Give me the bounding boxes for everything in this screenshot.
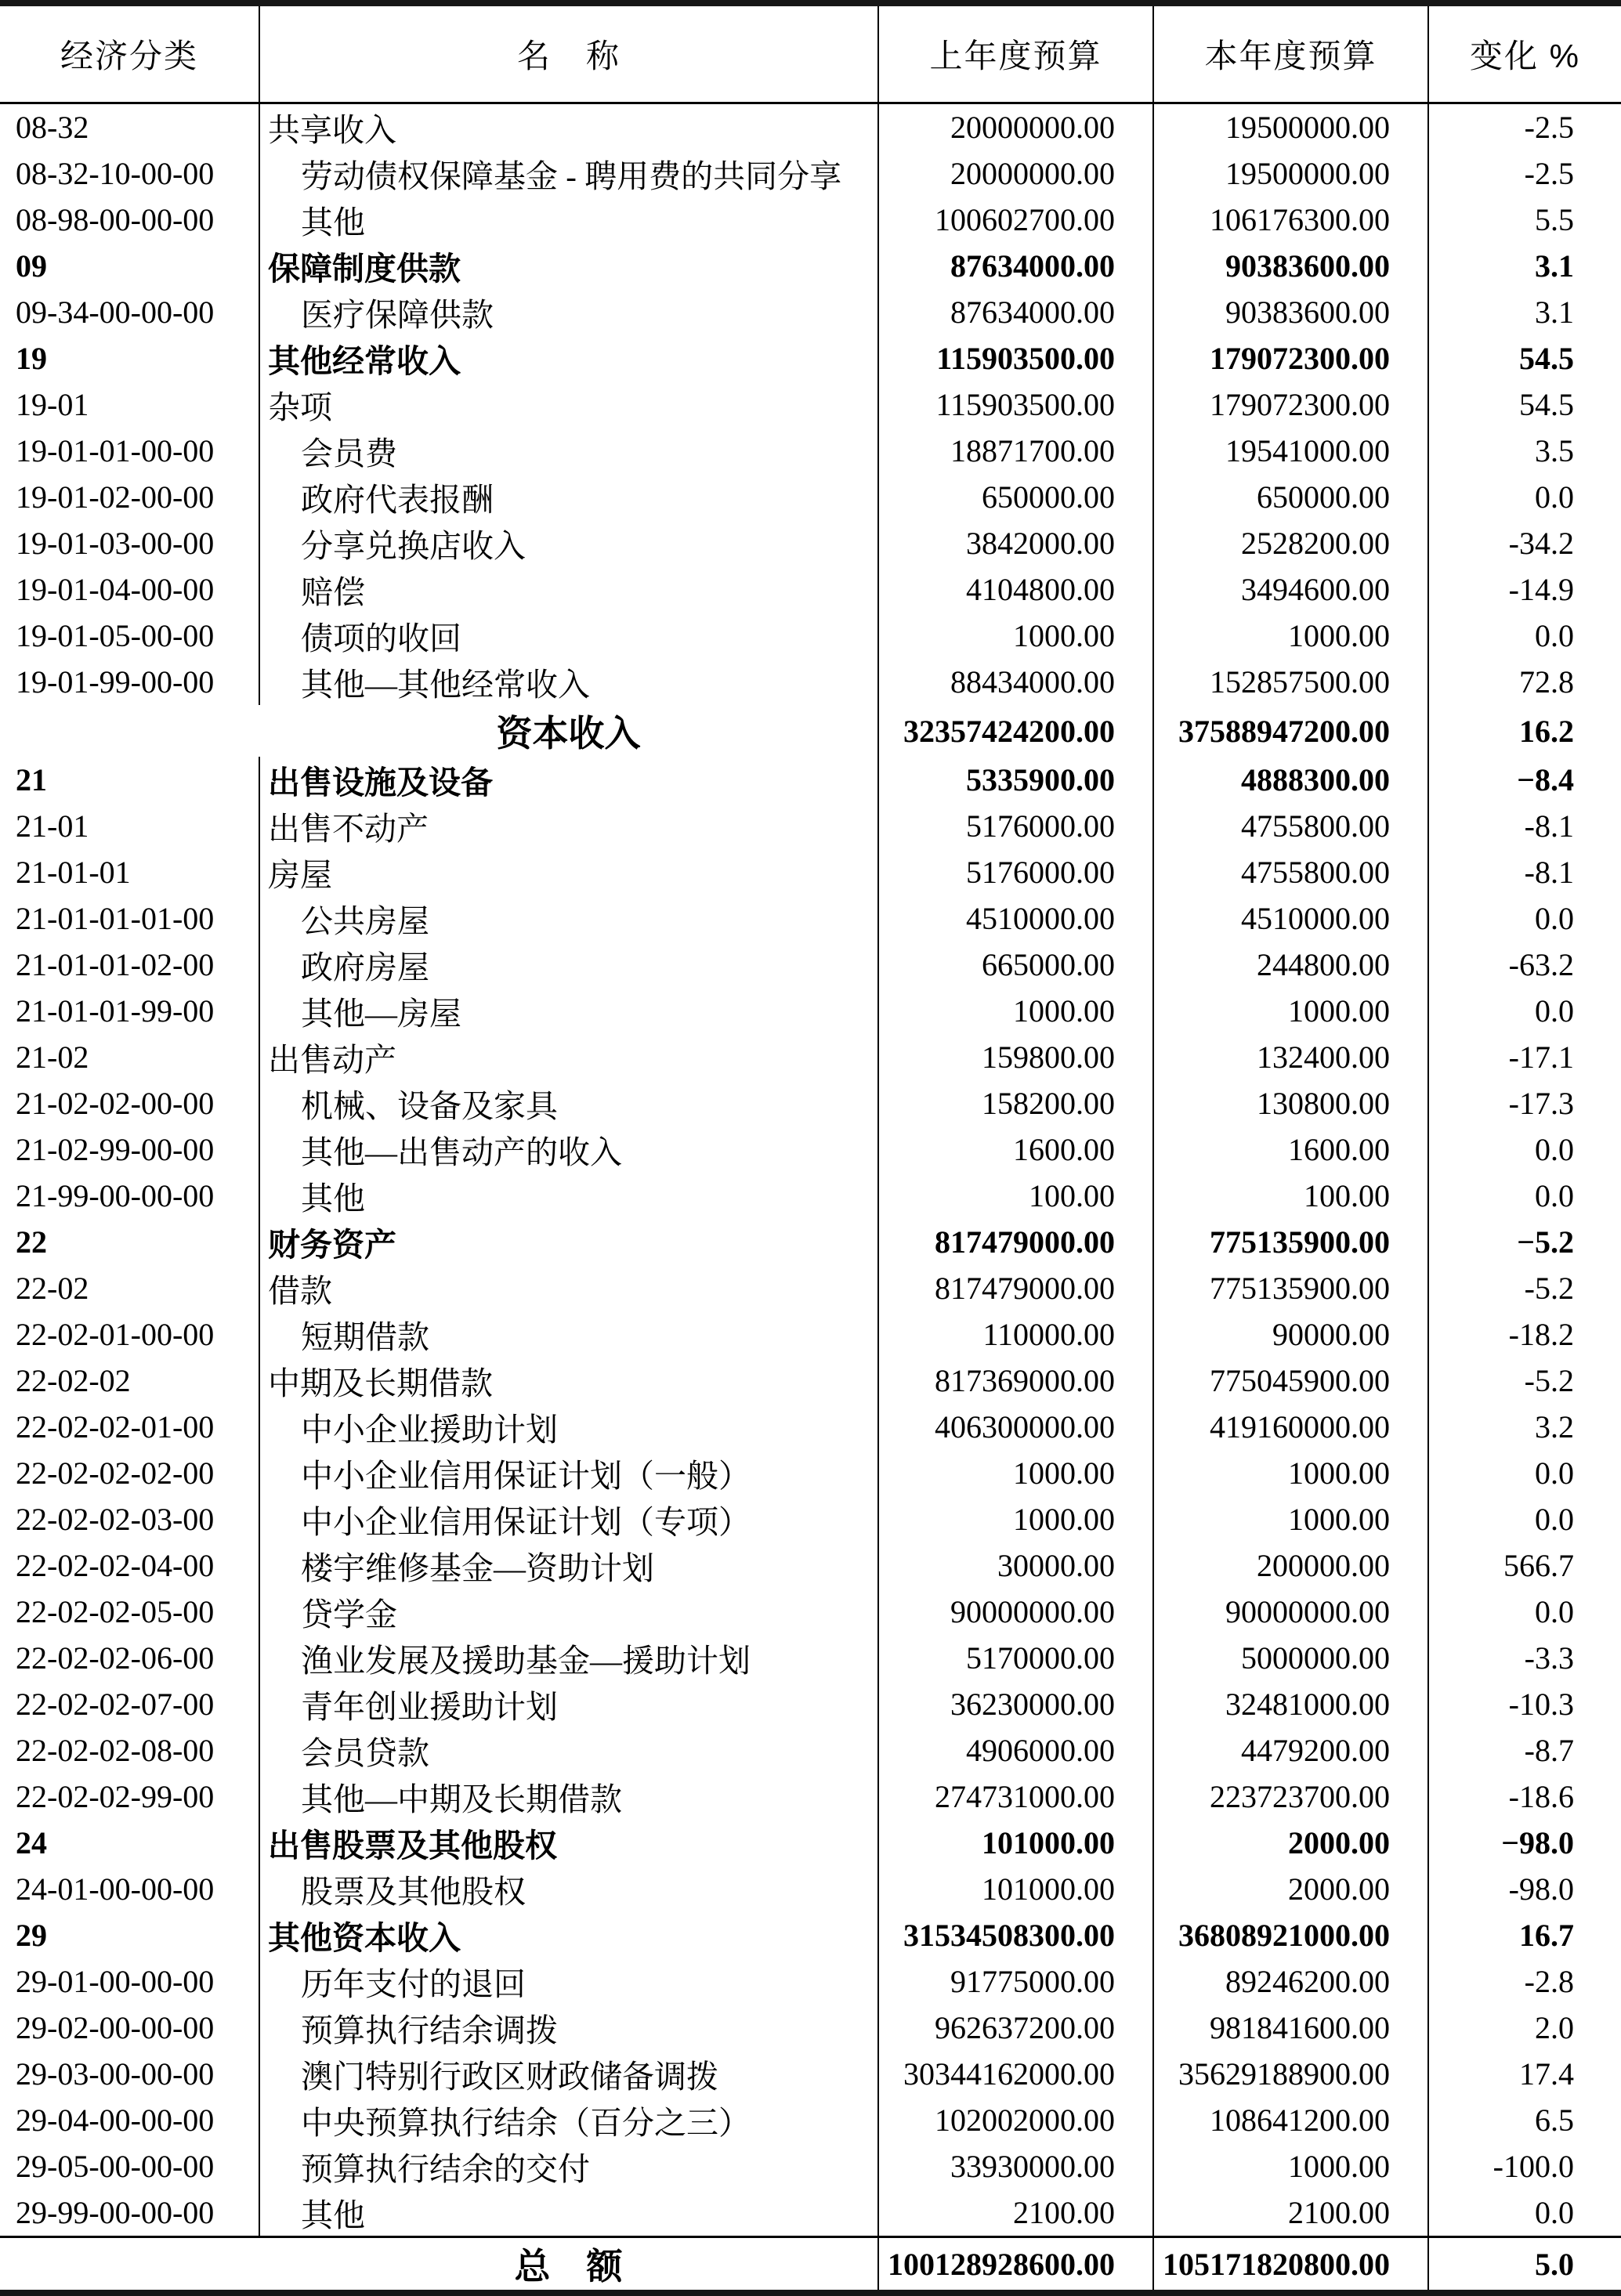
economic-code-cell: 19 — [0, 335, 259, 381]
change-cell: 3.2 — [1535, 1409, 1574, 1444]
change-cell: 0.0 — [1535, 1594, 1574, 1629]
prev-budget-cell: 158200.00 — [878, 1080, 1153, 1126]
name-cell: 其他 — [259, 2189, 878, 2237]
table-row — [0, 895, 1621, 942]
table-row — [0, 1542, 1621, 1589]
curr-budget-cell: 90383600.00 — [1153, 289, 1428, 335]
name-cell: 楼宇维修基金—资助计划 — [259, 1542, 878, 1589]
economic-code-cell: 29-02-00-00-00 — [0, 2005, 259, 2051]
change-cell: -98.0 — [1508, 1871, 1574, 1907]
economic-code-cell: 22-02-02-02-00 — [0, 1450, 259, 1496]
name-cell: 借款 — [259, 1265, 878, 1311]
prev-budget-cell: 1000.00 — [878, 613, 1153, 659]
prev-budget-cell: 817479000.00 — [878, 1265, 1153, 1311]
name-cell: 房屋 — [259, 849, 878, 895]
economic-code-cell: 19-01-02-00-00 — [0, 474, 259, 520]
prev-budget-cell: 36230000.00 — [878, 1681, 1153, 1727]
economic-code-cell: 19-01-99-00-00 — [0, 659, 259, 705]
change-cell: -17.3 — [1508, 1086, 1574, 1121]
prev-budget-cell: 4510000.00 — [878, 895, 1153, 942]
table-row — [0, 2189, 1621, 2237]
table-row — [0, 803, 1621, 849]
change-cell: 16.2 — [1519, 713, 1574, 749]
change-cell: -2.5 — [1524, 156, 1574, 191]
name-cell: 贷学金 — [259, 1589, 878, 1635]
name-cell: 澳门特别行政区财政储备调拨 — [259, 2051, 878, 2097]
economic-code-cell: 09-34-00-00-00 — [0, 289, 259, 335]
table-row — [0, 1820, 1621, 1866]
change-cell: -2.5 — [1524, 110, 1574, 145]
curr-budget-cell: 100.00 — [1153, 1173, 1428, 1219]
prev-budget-cell: 962637200.00 — [878, 2005, 1153, 2051]
economic-code-cell: 24-01-00-00-00 — [0, 1866, 259, 1912]
table-row — [0, 1589, 1621, 1635]
prev-budget-cell: 5335900.00 — [878, 757, 1153, 803]
curr-budget-cell: 106176300.00 — [1153, 197, 1428, 243]
table-row — [0, 1173, 1621, 1219]
name-cell: 中小企业信用保证计划（一般） — [259, 1450, 878, 1496]
prev-budget-cell: 33930000.00 — [878, 2143, 1153, 2189]
prev-budget-cell: 20000000.00 — [878, 103, 1153, 151]
table-body — [0, 103, 1621, 2294]
change-cell: 72.8 — [1519, 664, 1574, 700]
table-row — [0, 1080, 1621, 1126]
table-row — [0, 1496, 1621, 1542]
name-cell: 其他 — [259, 1173, 878, 1219]
table-row — [0, 1404, 1621, 1450]
name-cell: 其他经常收入 — [259, 335, 878, 381]
change-cell: 54.5 — [1519, 341, 1574, 376]
table-row — [0, 2005, 1621, 2051]
curr-budget-cell: 19541000.00 — [1153, 428, 1428, 474]
change-cell: -100.0 — [1493, 2149, 1574, 2184]
table-row — [0, 757, 1621, 803]
economic-code-cell: 22-02-02-01-00 — [0, 1404, 259, 1450]
economic-code-cell: 29-03-00-00-00 — [0, 2051, 259, 2097]
table-row — [0, 381, 1621, 428]
table-row — [0, 1635, 1621, 1681]
change-cell: -14.9 — [1508, 572, 1574, 607]
name-cell: 青年创业援助计划 — [259, 1681, 878, 1727]
prev-budget-cell: 101000.00 — [878, 1866, 1153, 1912]
total-row — [0, 2237, 1621, 2294]
prev-budget-cell: 4104800.00 — [878, 566, 1153, 613]
name-cell: 短期借款 — [259, 1311, 878, 1358]
curr-budget-cell: 1000.00 — [1153, 613, 1428, 659]
col-header-change-percent: 变化 % — [1428, 3, 1621, 103]
curr-budget-cell: 108641200.00 — [1153, 2097, 1428, 2143]
economic-code-cell: 24 — [0, 1820, 259, 1866]
curr-budget-cell: 2000.00 — [1153, 1820, 1428, 1866]
table-row — [0, 659, 1621, 705]
economic-code-cell: 22-02-02-04-00 — [0, 1542, 259, 1589]
prev-budget-cell: 406300000.00 — [878, 1404, 1153, 1450]
curr-budget-cell: 1000.00 — [1153, 988, 1428, 1034]
change-cell: -5.2 — [1524, 1271, 1574, 1306]
economic-code-cell: 29-05-00-00-00 — [0, 2143, 259, 2189]
name-cell: 其他—出售动产的收入 — [259, 1126, 878, 1173]
prev-budget-cell: 30344162000.00 — [878, 2051, 1153, 2097]
curr-budget-cell: 35629188900.00 — [1153, 2051, 1428, 2097]
change-cell: 5.5 — [1535, 202, 1574, 237]
col-header-prev-year-budget: 上年度预算 — [878, 3, 1153, 103]
name-cell: 中央预算执行结余（百分之三） — [259, 2097, 878, 2143]
change-cell: -8.1 — [1524, 855, 1574, 890]
table-row — [0, 1311, 1621, 1358]
prev-budget-cell: 87634000.00 — [878, 289, 1153, 335]
change-cell: 3.1 — [1535, 295, 1574, 330]
change-cell: -8.1 — [1524, 808, 1574, 844]
prev-budget-cell: 110000.00 — [878, 1311, 1153, 1358]
prev-budget-cell: 32357424200.00 — [878, 705, 1153, 757]
table-row — [0, 520, 1621, 566]
table-row — [0, 2097, 1621, 2143]
prev-budget-cell: 20000000.00 — [878, 150, 1153, 197]
change-cell: 0.0 — [1535, 1178, 1574, 1213]
curr-budget-cell: 981841600.00 — [1153, 2005, 1428, 2051]
change-cell: 0.0 — [1535, 1132, 1574, 1167]
name-cell: 渔业发展及援助基金—援助计划 — [259, 1635, 878, 1681]
change-cell: 0.0 — [1535, 618, 1574, 653]
prev-budget-cell: 30000.00 — [878, 1542, 1153, 1589]
curr-budget-cell: 2528200.00 — [1153, 520, 1428, 566]
prev-budget-cell: 91775000.00 — [878, 1958, 1153, 2005]
name-cell: 其他—房屋 — [259, 988, 878, 1034]
economic-code-cell: 22-02-02-08-00 — [0, 1727, 259, 1774]
change-cell: 0.0 — [1535, 479, 1574, 515]
change-cell: 16.7 — [1519, 1918, 1574, 1953]
curr-budget-cell: 1000.00 — [1153, 1496, 1428, 1542]
curr-budget-cell: 89246200.00 — [1153, 1958, 1428, 2005]
name-cell: 出售动产 — [259, 1034, 878, 1080]
table-row — [0, 289, 1621, 335]
table-row — [0, 1866, 1621, 1912]
name-cell: 保障制度供款 — [259, 243, 878, 289]
table-row — [0, 197, 1621, 243]
change-cell: 54.5 — [1519, 387, 1574, 422]
prev-budget-cell: 650000.00 — [878, 474, 1153, 520]
prev-budget-cell: 31534508300.00 — [878, 1912, 1153, 1958]
prev-budget-cell: 4906000.00 — [878, 1727, 1153, 1774]
economic-code-cell: 08-32-10-00-00 — [0, 150, 259, 197]
curr-budget-cell: 1000.00 — [1153, 1450, 1428, 1496]
economic-code-cell: 21-01-01 — [0, 849, 259, 895]
prev-budget-cell: 817369000.00 — [878, 1358, 1153, 1404]
table-row — [0, 849, 1621, 895]
curr-budget-cell: 105171820800.00 — [1153, 2237, 1428, 2294]
change-cell: 0.0 — [1535, 1502, 1574, 1537]
change-cell: 0.0 — [1535, 901, 1574, 936]
prev-budget-cell: 274731000.00 — [878, 1774, 1153, 1820]
name-cell: 政府房屋 — [259, 942, 878, 988]
change-cell: -17.1 — [1508, 1040, 1574, 1075]
prev-budget-cell: 1000.00 — [878, 1496, 1153, 1542]
table-row — [0, 474, 1621, 520]
economic-code-cell: 22-02-02-99-00 — [0, 1774, 259, 1820]
economic-code-cell: 21-99-00-00-00 — [0, 1173, 259, 1219]
change-cell: 6.5 — [1535, 2103, 1574, 2138]
economic-code-cell: 19-01 — [0, 381, 259, 428]
curr-budget-cell: 90000000.00 — [1153, 1589, 1428, 1635]
curr-budget-cell: 3494600.00 — [1153, 566, 1428, 613]
curr-budget-cell: 2000.00 — [1153, 1866, 1428, 1912]
prev-budget-cell: 102002000.00 — [878, 2097, 1153, 2143]
name-cell: 杂项 — [259, 381, 878, 428]
curr-budget-cell: 19500000.00 — [1153, 150, 1428, 197]
change-cell: 0.0 — [1535, 993, 1574, 1029]
change-cell: 0.0 — [1535, 2195, 1574, 2230]
prev-budget-cell: 90000000.00 — [878, 1589, 1153, 1635]
name-cell: 共享收入 — [259, 103, 878, 151]
change-cell: −5.2 — [1517, 1224, 1574, 1260]
table-row — [0, 335, 1621, 381]
change-cell: −8.4 — [1517, 762, 1574, 797]
curr-budget-cell: 5000000.00 — [1153, 1635, 1428, 1681]
curr-budget-cell: 36808921000.00 — [1153, 1912, 1428, 1958]
name-cell: 中小企业援助计划 — [259, 1404, 878, 1450]
prev-budget-cell: 115903500.00 — [878, 381, 1153, 428]
prev-budget-cell: 3842000.00 — [878, 520, 1153, 566]
name-cell: 劳动债权保障基金 - 聘用费的共同分享 — [259, 150, 878, 197]
economic-code-cell: 22-02-01-00-00 — [0, 1311, 259, 1358]
change-cell: -34.2 — [1508, 526, 1574, 561]
section-label-cell: 资本收入 — [0, 705, 878, 757]
curr-budget-cell: 132400.00 — [1153, 1034, 1428, 1080]
name-cell: 其他资本收入 — [259, 1912, 878, 1958]
economic-code-cell: 22-02-02-03-00 — [0, 1496, 259, 1542]
name-cell: 分享兑换店收入 — [259, 520, 878, 566]
economic-code-cell: 08-98-00-00-00 — [0, 197, 259, 243]
curr-budget-cell: 32481000.00 — [1153, 1681, 1428, 1727]
curr-budget-cell: 130800.00 — [1153, 1080, 1428, 1126]
curr-budget-cell: 419160000.00 — [1153, 1404, 1428, 1450]
change-cell: -18.6 — [1508, 1779, 1574, 1814]
economic-code-cell: 22-02 — [0, 1265, 259, 1311]
curr-budget-cell: 244800.00 — [1153, 942, 1428, 988]
table-row — [0, 1727, 1621, 1774]
curr-budget-cell: 179072300.00 — [1153, 381, 1428, 428]
economic-code-cell: 09 — [0, 243, 259, 289]
prev-budget-cell: 159800.00 — [878, 1034, 1153, 1080]
economic-code-cell: 21-01-01-99-00 — [0, 988, 259, 1034]
prev-budget-cell: 87634000.00 — [878, 243, 1153, 289]
table-row — [0, 150, 1621, 197]
curr-budget-cell: 4888300.00 — [1153, 757, 1428, 803]
economic-code-cell: 21-02 — [0, 1034, 259, 1080]
section-header-row — [0, 705, 1621, 757]
economic-code-cell: 29-99-00-00-00 — [0, 2189, 259, 2237]
name-cell: 机械、设备及家具 — [259, 1080, 878, 1126]
table-row — [0, 103, 1621, 151]
name-cell: 赔偿 — [259, 566, 878, 613]
curr-budget-cell: 152857500.00 — [1153, 659, 1428, 705]
curr-budget-cell: 90383600.00 — [1153, 243, 1428, 289]
name-cell: 其他—中期及长期借款 — [259, 1774, 878, 1820]
prev-budget-cell: 5176000.00 — [878, 849, 1153, 895]
economic-code-cell: 19-01-03-00-00 — [0, 520, 259, 566]
change-cell: 0.0 — [1535, 1455, 1574, 1491]
name-cell: 债项的收回 — [259, 613, 878, 659]
header-row — [0, 3, 1621, 103]
table-row — [0, 428, 1621, 474]
name-cell: 财务资产 — [259, 1219, 878, 1265]
name-cell: 出售设施及设备 — [259, 757, 878, 803]
table-row — [0, 2143, 1621, 2189]
name-cell: 股票及其他股权 — [259, 1866, 878, 1912]
table-row — [0, 942, 1621, 988]
prev-budget-cell: 5176000.00 — [878, 803, 1153, 849]
name-cell: 历年支付的退回 — [259, 1958, 878, 2005]
name-cell: 出售不动产 — [259, 803, 878, 849]
curr-budget-cell: 1600.00 — [1153, 1126, 1428, 1173]
name-cell: 预算执行结余调拨 — [259, 2005, 878, 2051]
curr-budget-cell: 223723700.00 — [1153, 1774, 1428, 1820]
table-row — [0, 613, 1621, 659]
prev-budget-cell: 115903500.00 — [878, 335, 1153, 381]
col-header-economic-classification: 经济分类 — [0, 3, 259, 103]
economic-code-cell: 22 — [0, 1219, 259, 1265]
prev-budget-cell: 101000.00 — [878, 1820, 1153, 1866]
prev-budget-cell: 665000.00 — [878, 942, 1153, 988]
economic-code-cell: 22-02-02-05-00 — [0, 1589, 259, 1635]
table-row — [0, 243, 1621, 289]
prev-budget-cell: 88434000.00 — [878, 659, 1153, 705]
table-row — [0, 1450, 1621, 1496]
prev-budget-cell: 1600.00 — [878, 1126, 1153, 1173]
table-row — [0, 1126, 1621, 1173]
table-row — [0, 1219, 1621, 1265]
change-cell: -8.7 — [1524, 1733, 1574, 1768]
economic-code-cell: 21-02-02-00-00 — [0, 1080, 259, 1126]
economic-code-cell: 21-01 — [0, 803, 259, 849]
economic-code-cell: 19-01-01-00-00 — [0, 428, 259, 474]
change-cell: 17.4 — [1519, 2056, 1574, 2092]
curr-budget-cell: 37588947200.00 — [1153, 705, 1428, 757]
change-cell: 3.5 — [1535, 433, 1574, 468]
table-row — [0, 1034, 1621, 1080]
economic-code-cell: 19-01-04-00-00 — [0, 566, 259, 613]
prev-budget-cell: 100128928600.00 — [878, 2237, 1153, 2294]
table-row — [0, 1358, 1621, 1404]
name-cell: 会员贷款 — [259, 1727, 878, 1774]
economic-code-cell: 29-04-00-00-00 — [0, 2097, 259, 2143]
name-cell: 中期及长期借款 — [259, 1358, 878, 1404]
name-cell: 出售股票及其他股权 — [259, 1820, 878, 1866]
name-cell: 政府代表报酬 — [259, 474, 878, 520]
change-cell: -10.3 — [1508, 1687, 1574, 1722]
name-cell: 医疗保障供款 — [259, 289, 878, 335]
change-cell: -3.3 — [1524, 1640, 1574, 1676]
economic-code-cell: 29 — [0, 1912, 259, 1958]
total-label-cell: 总 额 — [0, 2237, 878, 2294]
prev-budget-cell: 2100.00 — [878, 2189, 1153, 2237]
table-row — [0, 2051, 1621, 2097]
name-cell: 其他 — [259, 197, 878, 243]
table-row — [0, 1774, 1621, 1820]
change-cell: -18.2 — [1508, 1317, 1574, 1352]
table-row — [0, 1958, 1621, 2005]
economic-code-cell: 22-02-02 — [0, 1358, 259, 1404]
table-row — [0, 1265, 1621, 1311]
curr-budget-cell: 179072300.00 — [1153, 335, 1428, 381]
name-cell: 会员费 — [259, 428, 878, 474]
prev-budget-cell: 100602700.00 — [878, 197, 1153, 243]
curr-budget-cell: 4755800.00 — [1153, 849, 1428, 895]
curr-budget-cell: 775135900.00 — [1153, 1265, 1428, 1311]
change-cell: 5.0 — [1428, 2237, 1621, 2294]
change-cell: -5.2 — [1524, 1363, 1574, 1398]
curr-budget-cell: 19500000.00 — [1153, 103, 1428, 151]
name-cell: 其他—其他经常收入 — [259, 659, 878, 705]
curr-budget-cell: 2100.00 — [1153, 2189, 1428, 2237]
prev-budget-cell: 817479000.00 — [878, 1219, 1153, 1265]
economic-code-cell: 19-01-05-00-00 — [0, 613, 259, 659]
prev-budget-cell: 100.00 — [878, 1173, 1153, 1219]
change-cell: -63.2 — [1508, 947, 1574, 982]
change-cell: 3.1 — [1535, 248, 1574, 284]
curr-budget-cell: 90000.00 — [1153, 1311, 1428, 1358]
table-row — [0, 566, 1621, 613]
economic-code-cell: 21-01-01-02-00 — [0, 942, 259, 988]
economic-code-cell: 29-01-00-00-00 — [0, 1958, 259, 2005]
economic-code-cell: 08-32 — [0, 103, 259, 151]
col-header-name: 名 称 — [259, 3, 878, 103]
prev-budget-cell: 1000.00 — [878, 1450, 1153, 1496]
prev-budget-cell: 1000.00 — [878, 988, 1153, 1034]
table-row — [0, 1912, 1621, 1958]
curr-budget-cell: 775045900.00 — [1153, 1358, 1428, 1404]
curr-budget-cell: 200000.00 — [1153, 1542, 1428, 1589]
economic-code-cell: 21 — [0, 757, 259, 803]
col-header-curr-year-budget: 本年度预算 — [1153, 3, 1428, 103]
name-cell: 公共房屋 — [259, 895, 878, 942]
change-cell: −98.0 — [1501, 1825, 1574, 1860]
economic-code-cell: 21-01-01-01-00 — [0, 895, 259, 942]
change-cell: 566.7 — [1503, 1548, 1574, 1583]
curr-budget-cell: 650000.00 — [1153, 474, 1428, 520]
change-cell: 2.0 — [1535, 2010, 1574, 2045]
name-cell: 中小企业信用保证计划（专项） — [259, 1496, 878, 1542]
table-row — [0, 988, 1621, 1034]
table-row — [0, 1681, 1621, 1727]
curr-budget-cell: 1000.00 — [1153, 2143, 1428, 2189]
economic-code-cell: 22-02-02-07-00 — [0, 1681, 259, 1727]
curr-budget-cell: 4510000.00 — [1153, 895, 1428, 942]
economic-code-cell: 21-02-99-00-00 — [0, 1126, 259, 1173]
change-cell: -2.8 — [1524, 1964, 1574, 1999]
curr-budget-cell: 4755800.00 — [1153, 803, 1428, 849]
name-cell: 预算执行结余的交付 — [259, 2143, 878, 2189]
curr-budget-cell: 775135900.00 — [1153, 1219, 1428, 1265]
curr-budget-cell: 4479200.00 — [1153, 1727, 1428, 1774]
prev-budget-cell: 5170000.00 — [878, 1635, 1153, 1681]
prev-budget-cell: 18871700.00 — [878, 428, 1153, 474]
economic-code-cell: 22-02-02-06-00 — [0, 1635, 259, 1681]
